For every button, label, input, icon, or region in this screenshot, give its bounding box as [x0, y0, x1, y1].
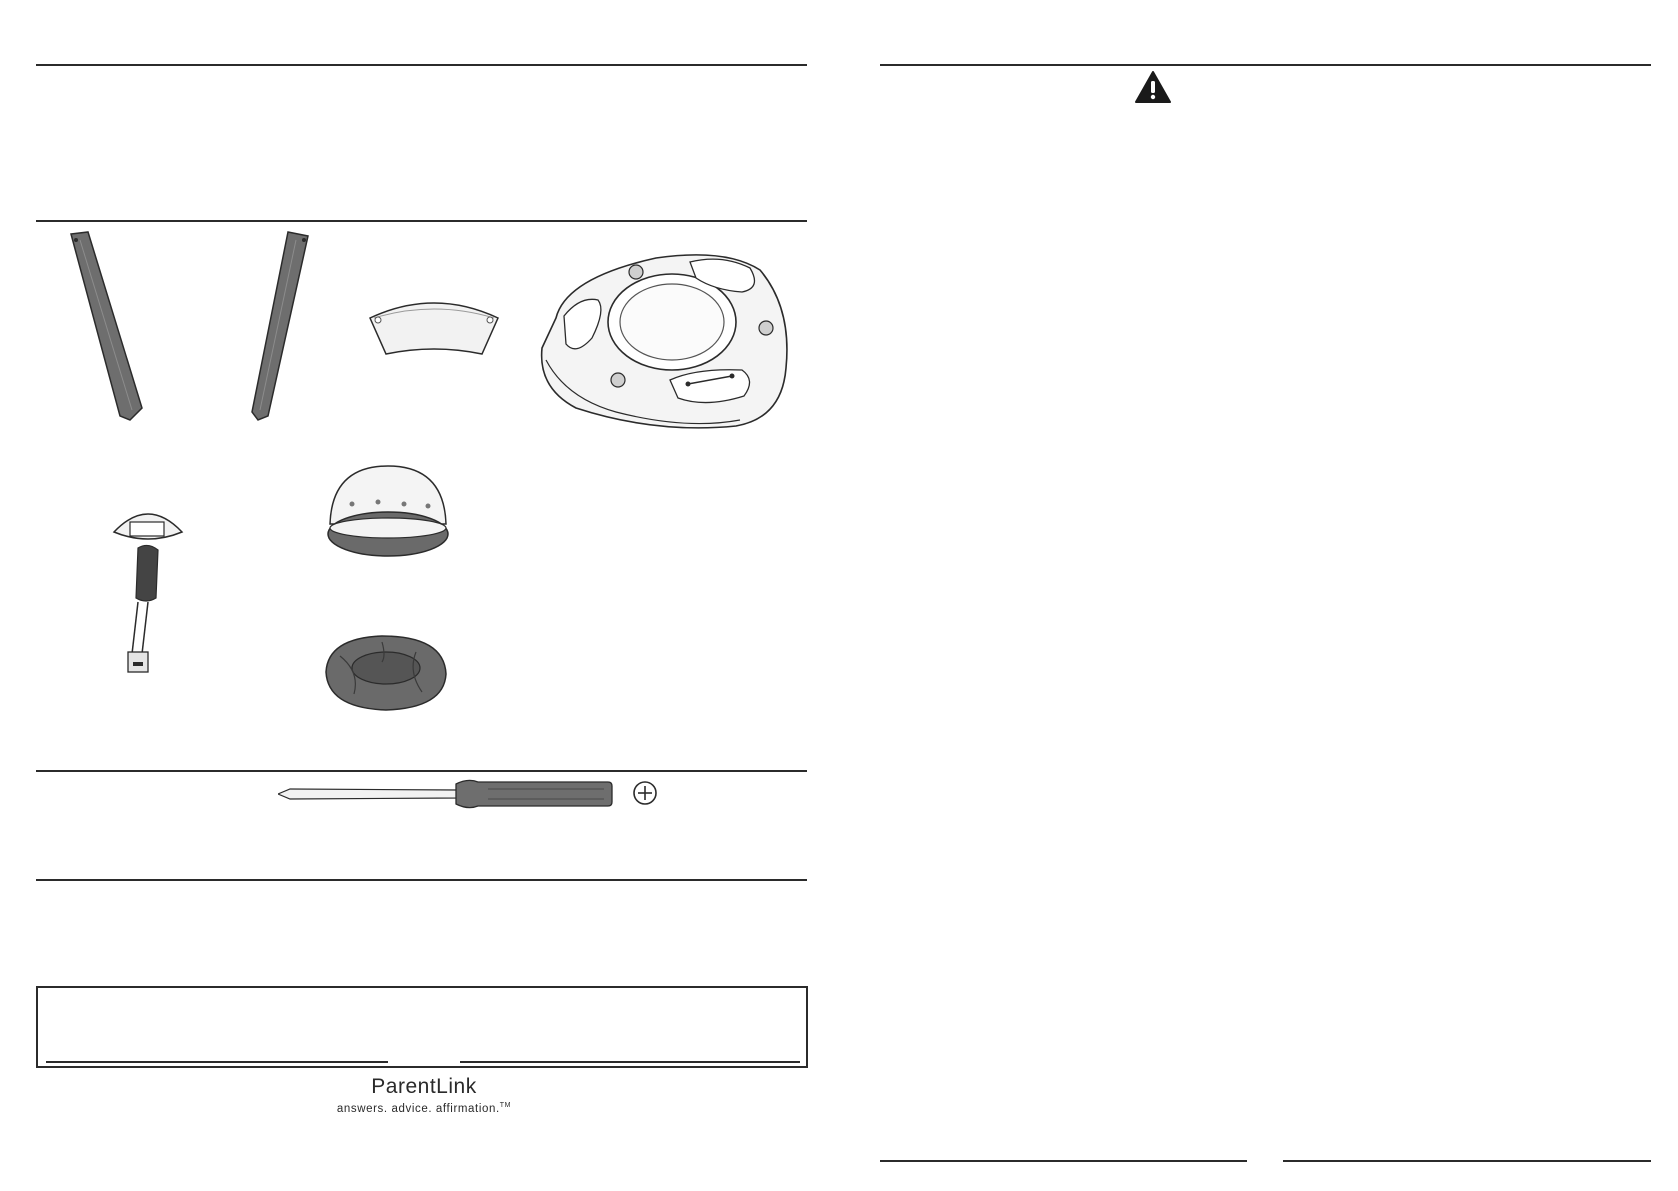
record-box: [36, 986, 808, 1068]
lower-section-rule: [36, 879, 807, 881]
seat-cushion-icon: [320, 632, 450, 714]
record-line-left: [46, 1061, 388, 1063]
parts-section-rule: [36, 220, 807, 222]
leg-right-icon: [248, 230, 314, 425]
phillips-bit-symbol: [632, 780, 658, 806]
parentlink-logo: [314, 1075, 534, 1115]
seat-back-pad-icon: [364, 288, 504, 360]
warning-triangle-icon: [1134, 70, 1172, 104]
toy-bar-icon: [108, 502, 188, 676]
footer-rule-right-a: [880, 1160, 1247, 1162]
brand-name: ParentLink: [371, 1075, 477, 1098]
record-line-right: [460, 1061, 800, 1063]
top-rule-left: [36, 64, 807, 66]
trademark-mark: TM: [499, 1102, 512, 1109]
leg-left-icon: [66, 230, 146, 425]
footer-rule-right-b: [1283, 1160, 1651, 1162]
tray-base-icon: [536, 248, 792, 434]
brand-tagline: answers. advice. affirmation.™: [336, 1102, 512, 1115]
phillips-screwdriver-icon: [278, 776, 614, 810]
top-rule-right: [880, 64, 1651, 66]
dome-seat-icon: [322, 462, 454, 562]
tools-section-rule: [36, 770, 807, 772]
